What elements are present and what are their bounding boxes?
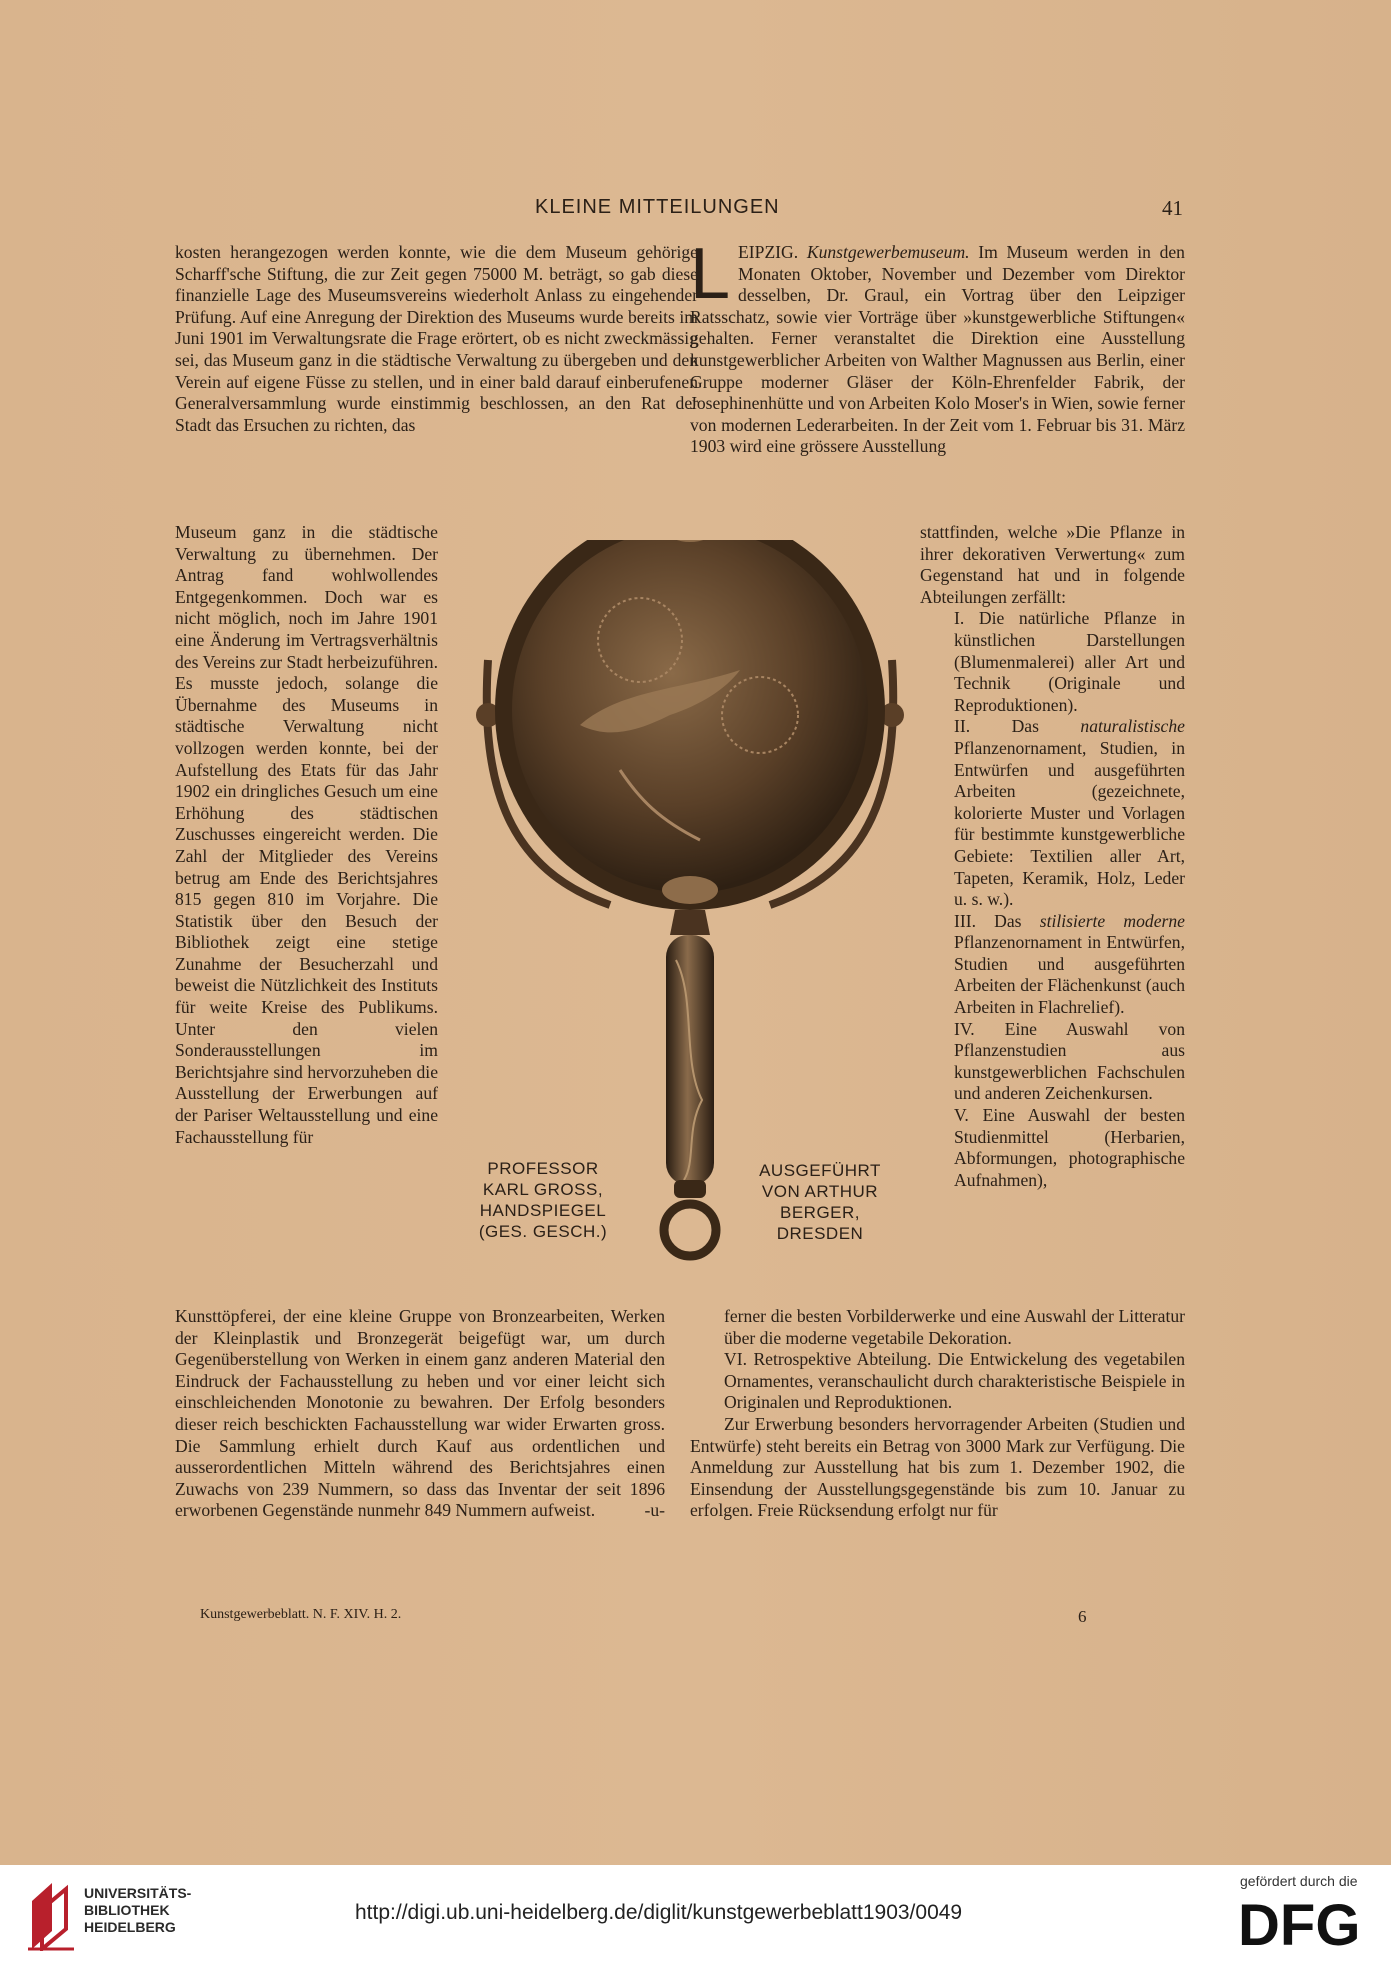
right-column-top-paragraph [690,234,1185,458]
page-number: 41 [1162,196,1183,220]
university-library-logo-icon[interactable] [26,1879,76,1951]
leipzig-paragraph [690,234,1185,458]
journal-signature: Kunstgewerbeblatt. N. F. XIV. H. 2. [200,1607,402,1622]
dropcap-letter: L [690,234,731,314]
right-column-narrow-block [920,522,1185,1191]
dfg-logo[interactable] [1238,1895,1370,1951]
list-item-1: I. Die natürliche Pflanze in künstlichen Darstellungen (Blumenmalerei) aller Art und Technik (Originale und Reproduktionen). [954,608,1185,715]
list-item-3: III. Das stilisierte moderne Pflanzenornament in Entwürfen, Studien und ausgeführten Arbeiten der Flächenkunst (auch Arbeiten in Flachrelief). [954,910,1185,1018]
closing-paragraph: Zur Erwerbung besonders hervorragender Arbeiten (Studien und Entwürfe) steht bereits ein Betrag von 3000 Mark zur Verfügung. Die Anmeldung zur Ausstellung hat bis zum 1. Dezember 1902, die Einsendung der Ausstellungsgegenstände bis zum 10. Januar zu erfolgen. Freie Rücksendung erfolgt nur für [690,1413,1185,1521]
leipzig-lead: EIPZIG. [738,242,799,262]
left-column-top-paragraph [175,242,698,436]
mirror-handle [666,935,714,1185]
list-item-6: VI. Retrospektive Abteilung. Die Entwickelung des vegetabilen Ornamentes, veranschaulicht durch charakteristische Beispiele in Originalen und Reproduktionen. [724,1349,1185,1413]
mirror-face [512,540,868,893]
left-text-top: kosten herangezogen werden konnte, wie die dem Museum gehörige Scharff'sche Stiftung, die zur Zeit gegen 75000 M. beträgt, so gab diese finanzielle Lage des Museumsvereins wiederholt Anlass zu eingehender Prüfung. Auf eine Anregung der Direktion des Museums wurde bereits im Juni 1901 im Verwaltungsrate die Frage erörtert, ob es nicht zweckmässig sei, das Museum ganz in die städtische Verwaltung zu übergeben und den Verein auf eigene Füsse zu stellen, und in einer bald darauf einberufenen Generalversammlung wurde einstimmig beschlossen, an den Rat der Stadt das Ersuchen zu richten, das [175,242,698,435]
list-item-5: V. Eine Auswahl der besten Studienmittel (Herbarien, Abformungen, photographische Aufnahmen), [954,1105,1185,1190]
handle-end-cap [674,1180,706,1198]
caption-designer: PROFESSOR KARL GROSS, HANDSPIEGEL (GES. GESCH.) [478,1159,608,1241]
permalink-url[interactable]: http://digi.ub.uni-heidelberg.de/diglit/kunstgewerbeblatt1903/0049 [355,1901,963,1924]
digitization-bar [0,1865,1391,1965]
exhibition-intro: stattfinden, welche »Die Pflanze in ihrer dekorativen Verwertung« zum Gegenstand hat und in folgende Abteilungen zerfällt: [920,522,1185,607]
dfg-logo-text: DFG [1238,1895,1361,1951]
left-text-narrow: Museum ganz in die städtische Verwaltung zu übernehmen. Der Antrag fand wohlwollendes Entgegenkommen. Doch war es nicht möglich, noch im Jahre 1901 eine Änderung im Vertragsverhältnis des Vereins zur Stadt herbeizuführen. Es musste jedoch, solange die Übernahme des Museums in städtische Verwaltung nicht vollzogen werden konnte, bei der Aufstellung des Etats für das Jahr 1902 ein dringliches Gesuch um eine Erhöhung des städtischen Zuschusses eingereicht werden. Die Zahl der Mitglieder des Vereins betrug am Ende des Berichtsjahres 815 gegen 810 im Vorjahre. Die Statistik über den Besuch der Bibliothek zeigt eine stetige Zunahme der Besucherzahl und beweist die Nützlichkeit des Instituts für weite Kreise des Publikums. Unter den vielen Sonderausstellungen im Berichtsjahre sind hervorzuheben die Ausstellung der Erwerbungen auf der Pariser Weltausstellung und eine Fachausstellung für [175,522,439,1147]
leipzig-text: Im Museum werden in den Monaten Oktober, November und Dezember vom Direktor desselben, Dr. Graul, ein Vortrag über den Leipziger Ratsschatz, sowie vier Vorträge über »kunstgewerbliche Stiftungen« gehalten. Ferner veranstaltet die Direktion eine Ausstellung kunstgewerblicher Arbeiten von Walther Magnussen aus Berlin, einer Gruppe moderner Gläser der Köln-Ehrenfelder Fabrik, der Josephinenhütte und von Arbeiten Kolo Moser's in Wien, sowie ferner von modernen Lederarbeiten. In der Zeit vom 1. Februar bis 31. März 1903 wird eine grössere Ausstellung [690,242,1185,457]
list-item-5-continued: ferner die besten Vorbilderwerke und eine Auswahl der Litteratur über die moderne vegetabile Dekoration. [724,1306,1185,1348]
running-title: KLEINE MITTEILUNGEN [535,196,780,218]
right-column-bottom-block [690,1306,1185,1522]
left-column-narrow-paragraph [175,522,438,1148]
sheet-number: 6 [1078,1607,1087,1626]
left-text-bottom: Kunsttöpferei, der eine kleine Gruppe von Bronzearbeiten, Werken der Kleinplastik und Bronzegerät beigefügt war, um durch Gegenüberstellung von Werken in einem ganz anderen Material den Eindruck der Fachausstellung zu heben und vor einer leicht sich einschleichenden Monotonie zu bewahren. Der Erfolg besonders dieser reich beschickten Fachausstellung war wider Erwarten gross. Die Sammlung erhielt durch Kauf aus ordentlichen und ausserordentlichen Mitteln während des Berichtsjahres einen Zuwachs von 239 Nummern, so dass das Inventar der seit 1896 erworbenen Gegenstände nunmehr 849 Nummern aufweist. -u- [175,1306,665,1521]
author-sign: -u- [644,1500,665,1521]
left-column-bottom-paragraph [175,1306,665,1522]
hanging-ring [664,1204,716,1256]
caption-maker: AUSGEFÜHRT VON ARTHUR BERGER, DRESDEN [759,1161,881,1243]
university-library-name[interactable]: UNIVERSITÄTS- BIBLIOTHEK HEIDELBERG [84,1885,192,1935]
page-header [0,196,1391,226]
list-item-4: IV. Eine Auswahl von Pflanzenstudien aus kunstgewerblichen Fachschulen und anderen Zeichenkursen. [954,1018,1185,1104]
museum-name: Kunstgewerbemuseum. [806,242,970,262]
bottom-ornament [662,876,718,904]
funded-by-label: gefördert durch die [1240,1873,1358,1889]
list-item-2: II. Das naturalistische Pflanzenornament, Studien, in Entwürfen und ausgeführten Arbeiten (gezeichnete, kolorierte Muster und Vorlagen für bestimmte kunstgewerbliche Gebiete: Textilien aller Art, Tapeten, Keramik, Holz, Leder u. s. w.). [954,716,1185,910]
handle-collar [670,910,710,935]
